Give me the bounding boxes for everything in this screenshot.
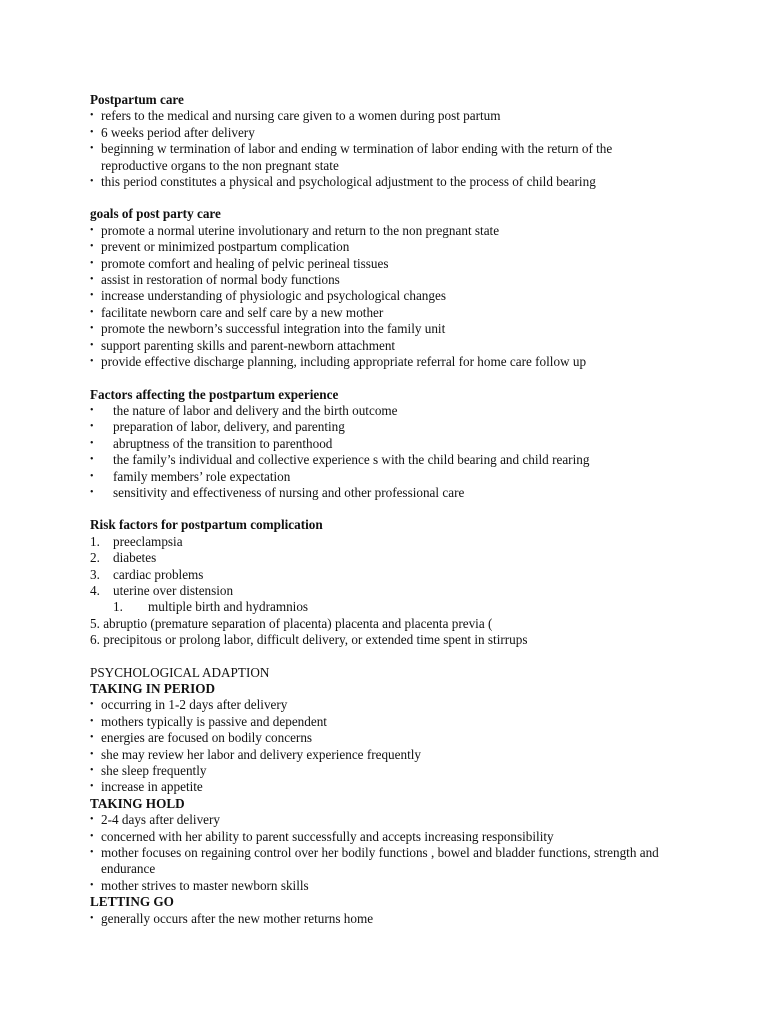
- taking-in-heading: TAKING IN PERIOD: [90, 681, 216, 696]
- list-item: • support parenting skills and parent-newborn attachment: [90, 338, 670, 354]
- item-text: diabetes: [113, 550, 157, 566]
- postpartum-care-section: [90, 92, 768, 190]
- letting-go-heading: LETTING GO: [90, 894, 174, 910]
- list-item: [90, 616, 690, 632]
- list-item: [90, 550, 690, 566]
- list-item: • this period constitutes a physical and psychological adjustment to the process of child bearing: [90, 174, 650, 190]
- goals-section: [90, 206, 768, 370]
- list-item: [90, 583, 690, 599]
- list-item: • 6 weeks period after delivery: [90, 125, 650, 141]
- list-item: • refers to the medical and nursing care given to a women during post partum: [90, 108, 650, 124]
- list-item: • increase in appetite: [90, 779, 670, 795]
- list-item: • concerned with her ability to parent successfully and accepts increasing responsibility: [90, 829, 680, 845]
- item-number: 3.: [90, 566, 100, 582]
- goals-list: [90, 223, 670, 371]
- list-item: • increase understanding of physiologic and psychological changes: [90, 288, 670, 304]
- list-item: • promote a normal uterine involutionary and return to the non pregnant state: [90, 223, 670, 239]
- taking-hold-list: [90, 812, 680, 894]
- factors-section: [90, 387, 768, 502]
- letting-go-list: [90, 911, 670, 927]
- item-number: 2.: [90, 550, 100, 566]
- list-item: • the nature of labor and delivery and the birth outcome: [90, 403, 690, 419]
- list-item: [90, 632, 690, 648]
- list-item: • preparation of labor, delivery, and parenting: [90, 419, 690, 435]
- list-item: • mother strives to master newborn skills: [90, 878, 680, 894]
- list-item: • provide effective discharge planning, including appropriate referral for home care follow up: [90, 354, 670, 370]
- sub-list-item: [90, 599, 690, 615]
- postpartum-care-list: [90, 108, 650, 190]
- list-item: [90, 534, 690, 550]
- risk-heading: Risk factors for postpartum complication: [90, 517, 323, 533]
- item-text: abruptio (premature separation of placenta) placenta and placenta previa (: [103, 615, 493, 631]
- psychological-title: PSYCHOLOGICAL ADAPTION: [90, 664, 270, 680]
- factors-list: [90, 403, 690, 501]
- factors-heading: Factors affecting the postpartum experience: [90, 386, 339, 402]
- list-item: • energies are focused on bodily concerns: [90, 730, 670, 746]
- risk-list: [90, 534, 690, 649]
- taking-hold-heading: TAKING HOLD: [90, 795, 185, 811]
- list-item: • occurring in 1-2 days after delivery: [90, 697, 670, 713]
- list-item: • the family’s individual and collective experience s with the child bearing and child rearing: [90, 452, 690, 468]
- item-number: 1.: [113, 599, 123, 615]
- list-item: • she may review her labor and delivery experience frequently: [90, 747, 670, 763]
- psychological-section: [90, 665, 768, 928]
- goals-heading: goals of post party care: [90, 206, 221, 222]
- postpartum-care-heading: Postpartum care: [90, 92, 184, 107]
- list-item: • sensitivity and effectiveness of nursing and other professional care: [90, 485, 690, 501]
- item-number: 5.: [90, 615, 100, 631]
- item-text: uterine over distension: [113, 582, 234, 598]
- item-text: preeclampsia: [113, 533, 183, 549]
- list-item: • mother focuses on regaining control over her bodily functions , bowel and bladder functions, strength and endurance: [90, 845, 680, 878]
- list-item: • abruptness of the transition to parenthood: [90, 436, 690, 452]
- item-text: cardiac problems: [113, 566, 204, 582]
- list-item: [90, 567, 690, 583]
- list-item: • promote comfort and healing of pelvic perineal tissues: [90, 256, 670, 272]
- list-item: • promote the newborn’s successful integration into the family unit: [90, 321, 670, 337]
- list-item: • mothers typically is passive and dependent: [90, 714, 670, 730]
- risk-section: [90, 517, 768, 648]
- item-text: multiple birth and hydramnios: [148, 599, 309, 615]
- item-number: 4.: [90, 582, 100, 598]
- list-item: • she sleep frequently: [90, 763, 670, 779]
- list-item: • facilitate newborn care and self care by a new mother: [90, 305, 670, 321]
- list-item: • beginning w termination of labor and ending w termination of labor ending with the return of the reproductive organs to the non pregnant state: [90, 141, 650, 174]
- taking-in-list: [90, 697, 670, 795]
- item-number: 6.: [90, 632, 100, 648]
- item-number: 1.: [90, 533, 100, 549]
- list-item: • prevent or minimized postpartum complication: [90, 239, 670, 255]
- list-item: • 2-4 days after delivery: [90, 812, 680, 828]
- list-item: • assist in restoration of normal body functions: [90, 272, 670, 288]
- item-text: precipitous or prolong labor, difficult delivery, or extended time spent in stirrups: [103, 632, 528, 648]
- list-item: • family members’ role expectation: [90, 469, 690, 485]
- list-item: • generally occurs after the new mother returns home: [90, 911, 670, 927]
